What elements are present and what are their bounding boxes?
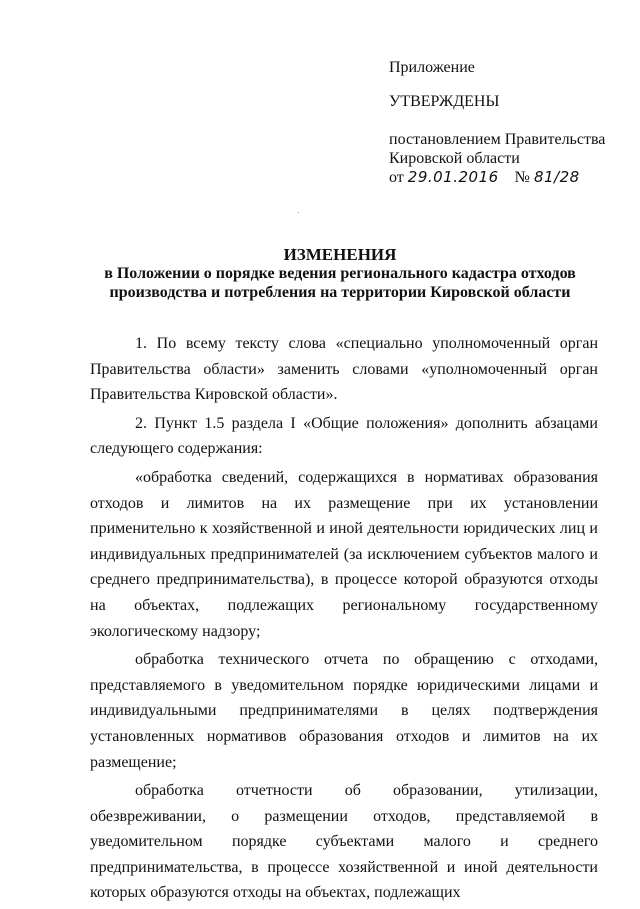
appendix-label: Приложение	[389, 59, 475, 76]
decree-line-2: Кировской области	[389, 150, 520, 167]
approval-block	[389, 58, 619, 187]
handwritten-number: 81/28	[533, 168, 580, 186]
document-body	[90, 331, 598, 909]
title-main: ИЗМЕНЕНИЯ	[283, 245, 397, 264]
approved-label: УТВЕРЖДЕНЫ	[389, 93, 500, 110]
title-line-3: производства и потребления на территории Кировской области	[109, 284, 571, 301]
paragraph: 2. Пункт 1.5 раздела I «Общие положения» дополнить абзацами следующего содержания:	[90, 414, 598, 458]
spacer	[389, 77, 619, 92]
paragraph: обработка технического отчета по обращению с отходами, представляемого в уведомительном порядке юридическими лицами и индивидуальными предпринимателями в целях подтверждения установленных нормативов образования отходов и лимитов на их размещение;	[90, 651, 598, 771]
number-prefix: №	[514, 169, 530, 186]
decree-date-line	[389, 168, 619, 187]
paragraph: «обработка сведений, содержащихся в нормативах образования отходов и лимитов на их размещение при их установлении применительно к хозяйственной и иной деятельности юридических лиц и индивидуальных предпринимателей (за исключением субъектов малого и среднего предпринимательства), в процессе которой образуются отходы на объектах, подлежащих региональному государственному экологическому надзору;	[90, 468, 598, 640]
decree-line-1: постановлением Правительства	[389, 131, 606, 148]
document-title	[60, 245, 620, 302]
scan-speck	[298, 212, 299, 213]
paragraph: 1. По всему тексту слова «специально уполномоченный орган Правительства области» заменить словами «уполномоченный орган Правительства Кировской области».	[90, 335, 598, 404]
paragraph: обработка отчетности об образовании, утилизации, обезвреживании, о размещении отходов, представляемой в уведомительном порядке субъектами малого и среднего предпринимательства, в процессе хозяйственной и иной деятельности которых образуются отходы на объектах, подлежащих	[90, 782, 598, 902]
spacer	[389, 111, 619, 130]
date-prefix: от	[389, 169, 404, 186]
title-line-2: в Положении о порядке ведения регионального кадастра отходов	[104, 265, 576, 282]
handwritten-date: 29.01.2016	[407, 168, 499, 186]
